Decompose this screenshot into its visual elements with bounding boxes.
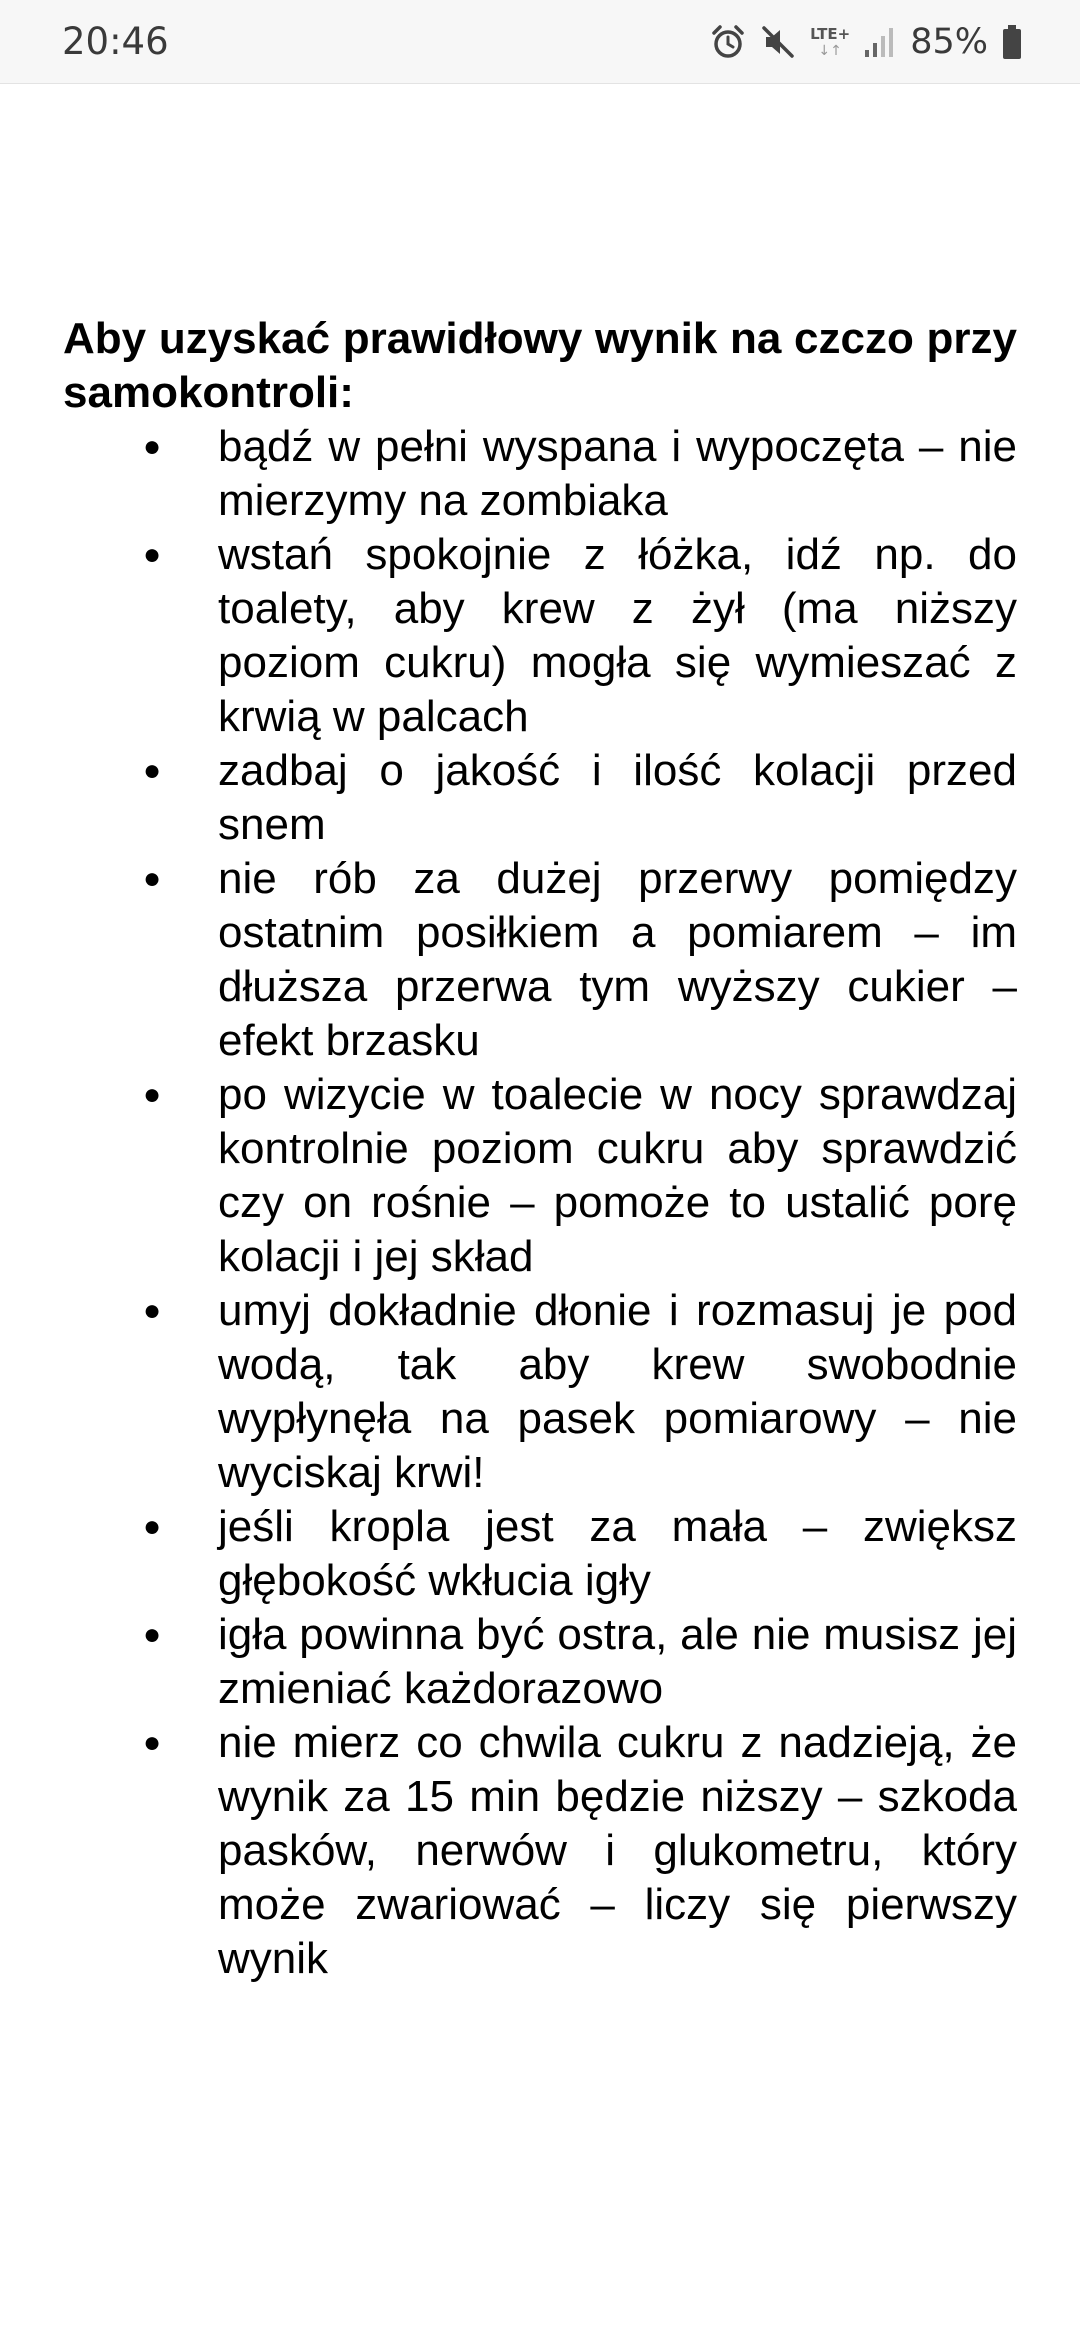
status-time: 20:46	[62, 20, 169, 63]
bullet-icon: ●	[143, 1510, 162, 1543]
list-item	[63, 1284, 1017, 1500]
list-item	[63, 1716, 1017, 1986]
bullet-icon: ●	[143, 1078, 162, 1111]
bullet-icon: ●	[143, 430, 162, 463]
network-type-label: LTE+	[810, 24, 851, 43]
list-item-text: igła powinna być ostra, ale nie musisz jej zmieniać każdorazowo	[218, 1610, 1017, 1713]
list-item-text: zadbaj o jakość i ilość kolacji przed snem	[218, 746, 1017, 849]
list-item	[63, 744, 1017, 852]
list-item	[63, 420, 1017, 528]
signal-icon	[864, 26, 894, 58]
list-item-text: umyj dokładnie dłonie i rozmasuj je pod wodą, tak aby krew swobodnie wypłynęła na pasek pomiarowy – nie wyciskaj krwi!	[218, 1286, 1017, 1497]
list-item	[63, 1500, 1017, 1608]
status-bar	[0, 0, 1080, 84]
alarm-icon	[710, 24, 746, 60]
list-item	[63, 852, 1017, 1068]
document-heading: Aby uzyskać prawidłowy wynik na czczo przy samokontroli:	[63, 314, 1017, 417]
list-item-text: nie rób za dużej przerwy pomiędzy ostatnim posiłkiem a pomiarem – im dłuższa przerwa tym wyższy cukier – efekt brzasku	[218, 854, 1017, 1065]
list-item-text: nie mierz co chwila cukru z nadzieją, że wynik za 15 min będzie niższy – szkoda pasków, nerwów i glukometru, który może zwariować – liczy się pierwszy wynik	[218, 1718, 1017, 1983]
list-item	[63, 1068, 1017, 1284]
status-icons	[710, 16, 1022, 68]
bullet-list	[63, 420, 1017, 1986]
bullet-icon: ●	[143, 1726, 162, 1759]
document-content	[63, 312, 1017, 1986]
bullet-icon: ●	[143, 1618, 162, 1651]
bullet-icon: ●	[143, 862, 162, 895]
bullet-icon: ●	[143, 1294, 162, 1327]
data-arrows-icon: ↓↑	[818, 42, 842, 59]
list-item	[63, 1608, 1017, 1716]
battery-icon	[1002, 24, 1022, 60]
list-item-text: bądź w pełni wyspana i wypoczęta – nie mierzymy na zombiaka	[218, 422, 1017, 525]
network-indicator	[810, 24, 851, 59]
list-item-text: po wizycie w toalecie w nocy sprawdzaj kontrolnie poziom cukru aby sprawdzić czy on rośnie – pomoże to ustalić porę kolacji i jej skład	[218, 1070, 1017, 1281]
battery-percentage: 85%	[910, 22, 988, 62]
list-item	[63, 528, 1017, 744]
mute-icon	[760, 24, 796, 60]
list-item-text: wstań spokojnie z łóżka, idź np. do toalety, aby krew z żył (ma niższy poziom cukru) mogła się wymieszać z krwią w palcach	[218, 530, 1017, 741]
bullet-icon: ●	[143, 538, 162, 571]
bullet-icon: ●	[143, 754, 162, 787]
list-item-text: jeśli kropla jest za mała – zwiększ głębokość wkłucia igły	[218, 1502, 1017, 1605]
